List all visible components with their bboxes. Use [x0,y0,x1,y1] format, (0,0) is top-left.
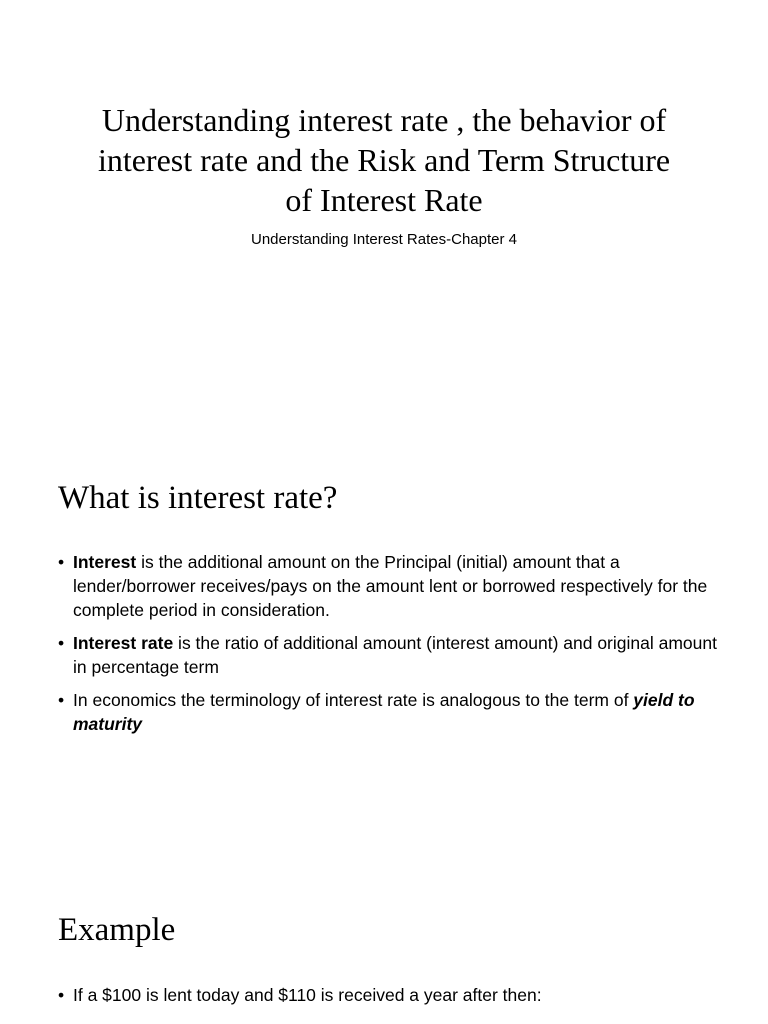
interest-rate-slide [0,432,768,864]
bullet-icon: • [58,985,65,1005]
bullet-body: is the ratio of additional amount (interest amount) and original amount in percentage term [73,633,717,677]
title-slide [0,0,768,432]
bullet-icon: • [58,552,65,572]
bullet-icon: • [58,633,65,653]
slide-heading: Example [58,912,176,948]
bullet-list [58,983,718,1016]
bullet-item [58,983,718,1007]
bullet-body: In economics the terminology of interest rate is analogous to the term of [73,690,634,710]
bullet-body: If a $100 is lent today and $110 is received a year after then: [73,985,542,1005]
bold-term: Interest rate [73,633,174,653]
emphasized-term: yield to maturity [73,690,695,734]
bullet-item [58,631,718,679]
slide-subtitle: Understanding Interest Rates-Chapter 4 [251,231,517,248]
bullet-item [58,550,718,622]
slide-heading: What is interest rate? [58,480,338,516]
bullet-text [73,552,707,620]
example-slide [0,864,768,1024]
bold-term: Interest [73,552,137,572]
bullet-icon: • [58,690,65,710]
bullet-item [58,688,718,736]
bullet-list [58,550,718,745]
bullet-body: is the additional amount on the Principal (initial) amount that a lender/borrower receives/pays on the amount lent or borrowed respectively for the complete period in consideration. [73,552,708,620]
bullet-text [73,633,717,677]
slide-title: Understanding interest rate , the behavior of interest rate and the Risk and Term Structure of Interest Rate [97,102,671,218]
bullet-text [73,690,695,734]
